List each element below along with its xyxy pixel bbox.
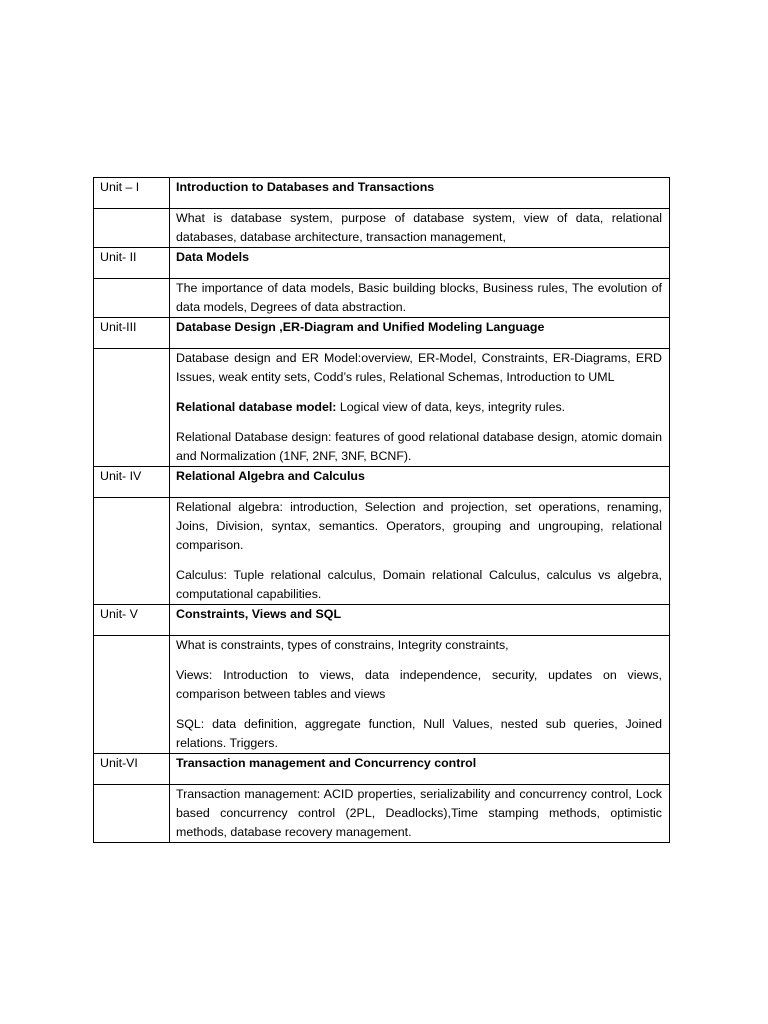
empty-cell — [94, 279, 170, 318]
description-paragraph: SQL: data definition, aggregate function, Null Values, nested sub queries, Joined relations. Triggers. — [176, 717, 662, 750]
unit-description — [170, 279, 670, 318]
description-paragraph — [176, 398, 662, 417]
unit-header-row — [94, 178, 670, 209]
description-paragraph: Database design and ER Model:overview, ER-Model, Constraints, ER-Diagrams, ERD Issues, weak entity sets, Codd’s rules, Relational Schemas, Introduction to UML — [176, 351, 662, 384]
unit-description — [170, 209, 670, 248]
unit-title: Constraints, Views and SQL — [170, 605, 670, 636]
unit-content-row — [94, 279, 670, 318]
unit-content-row — [94, 785, 670, 843]
unit-header-row — [94, 605, 670, 636]
unit-content-row — [94, 349, 670, 467]
unit-description — [170, 498, 670, 605]
description-paragraph: Relational Database design: features of good relational database design, atomic domain and Normalization (1NF, 2NF, 3NF, BCNF). — [176, 430, 662, 463]
paragraph-text: Logical view of data, keys, integrity rules. — [339, 400, 566, 414]
unit-title: Data Models — [170, 248, 670, 279]
bold-lead-text: Relational database model: — [176, 400, 337, 414]
unit-title: Introduction to Databases and Transactions — [170, 178, 670, 209]
syllabus-table — [93, 177, 670, 843]
empty-cell — [94, 785, 170, 843]
description-paragraph: Relational algebra: introduction, Selection and projection, set operations, renaming, Joins, Division, syntax, semantics. Operators, grouping and ungrouping, relational comparison. — [176, 500, 662, 552]
unit-content-row — [94, 498, 670, 605]
unit-header-row — [94, 248, 670, 279]
unit-description — [170, 349, 670, 467]
description-paragraph: Views: Introduction to views, data independence, security, updates on views, comparison between tables and views — [176, 668, 662, 701]
unit-content-row — [94, 636, 670, 754]
empty-cell — [94, 349, 170, 467]
unit-header-row — [94, 318, 670, 349]
unit-description — [170, 636, 670, 754]
description-paragraph: Transaction management: ACID properties, serializability and concurrency control, Lock based concurrency control (2PL, Deadlocks),Time stamping methods, optimistic methods, database recovery management. — [176, 787, 662, 839]
unit-label: Unit- V — [94, 605, 170, 636]
unit-label: Unit-VI — [94, 754, 170, 785]
unit-header-row — [94, 467, 670, 498]
unit-title: Relational Algebra and Calculus — [170, 467, 670, 498]
unit-title: Transaction management and Concurrency control — [170, 754, 670, 785]
empty-cell — [94, 498, 170, 605]
unit-label: Unit- II — [94, 248, 170, 279]
unit-header-row — [94, 754, 670, 785]
unit-label: Unit- IV — [94, 467, 170, 498]
description-paragraph: Calculus: Tuple relational calculus, Domain relational Calculus, calculus vs algebra, computational capabilities. — [176, 568, 662, 601]
empty-cell — [94, 209, 170, 248]
description-paragraph: What is database system, purpose of database system, view of data, relational databases, database architecture, transaction management, — [176, 211, 662, 244]
description-paragraph: The importance of data models, Basic building blocks, Business rules, The evolution of data models, Degrees of data abstraction. — [176, 281, 662, 314]
unit-label: Unit – I — [94, 178, 170, 209]
unit-label: Unit-III — [94, 318, 170, 349]
empty-cell — [94, 636, 170, 754]
unit-content-row — [94, 209, 670, 248]
unit-title: Database Design ,ER-Diagram and Unified Modeling Language — [170, 318, 670, 349]
description-paragraph: What is constraints, types of constrains, Integrity constraints, — [176, 638, 509, 652]
unit-description — [170, 785, 670, 843]
